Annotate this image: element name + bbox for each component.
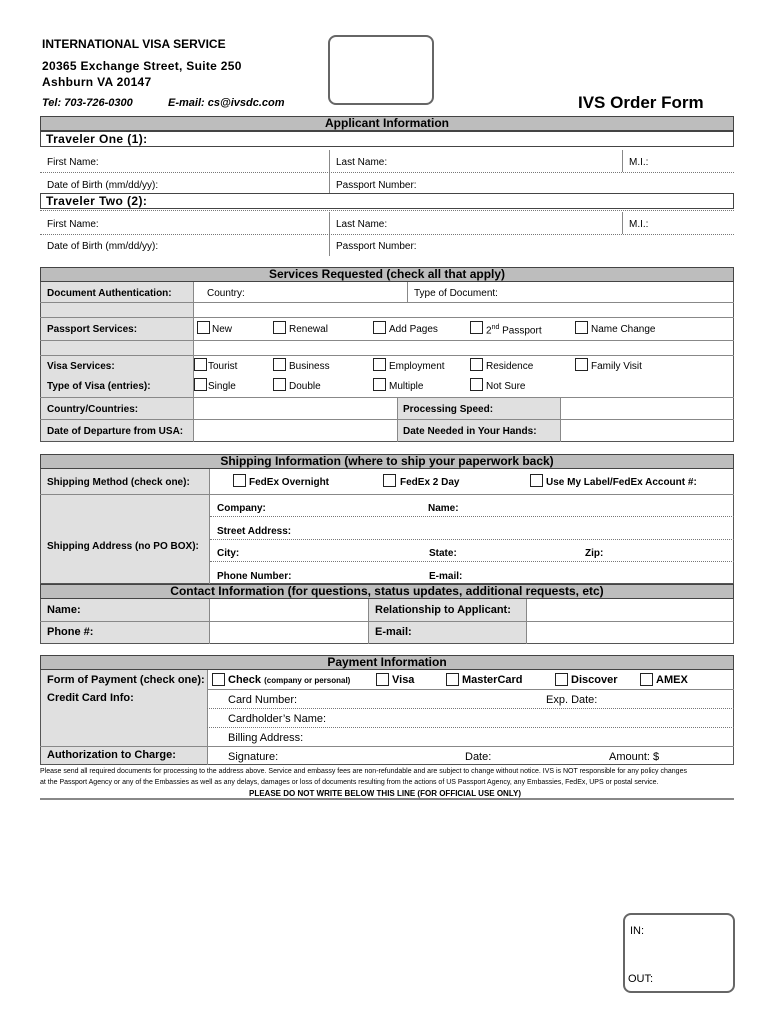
checkbox-fedex-2day[interactable]	[383, 474, 396, 487]
t2-first-name-label[interactable]: First Name:	[47, 219, 99, 230]
checkbox-entry-single[interactable]	[194, 378, 207, 391]
company-phone: Tel: 703-726-0300	[42, 97, 133, 109]
divider	[622, 150, 623, 172]
type-of-visa-label: Type of Visa (entries):	[47, 381, 151, 392]
divider	[40, 302, 734, 303]
divider	[40, 317, 734, 318]
option-visa-tourist: Tourist	[208, 361, 238, 372]
t1-mi-label[interactable]: M.I.:	[629, 157, 649, 168]
checkbox-pay-check[interactable]	[212, 673, 225, 686]
checkbox-entry-multiple[interactable]	[373, 378, 386, 391]
credit-card-info-label: Credit Card Info:	[47, 692, 134, 704]
checkbox-passport-renewal[interactable]	[273, 321, 286, 334]
option-pay-mastercard: MasterCard	[462, 674, 523, 686]
option-own-label: Use My Label/FedEx Account #:	[546, 477, 697, 488]
shipping-method-label: Shipping Method (check one):	[47, 477, 190, 488]
divider	[40, 340, 734, 341]
option-fedex-overnight: FedEx Overnight	[249, 477, 330, 488]
option-visa-employment: Employment	[389, 361, 445, 372]
option-passport-name-change: Name Change	[591, 324, 656, 335]
option-entry-not-sure: Not Sure	[486, 381, 526, 392]
shipping-section-title: Shipping Information (where to ship your paperwork back)	[40, 454, 734, 469]
divider	[207, 689, 734, 690]
t1-dob-label[interactable]: Date of Birth (mm/dd/yy):	[47, 180, 159, 191]
checkbox-passport-name-change[interactable]	[575, 321, 588, 334]
contact-name-label: Name:	[47, 604, 81, 616]
t2-dob-label[interactable]: Date of Birth (mm/dd/yy):	[47, 241, 159, 252]
official-use-notice: PLEASE DO NOT WRITE BELOW THIS LINE (FOR OFFICIAL USE ONLY)	[248, 789, 521, 798]
option-pay-amex: AMEX	[656, 674, 688, 686]
services-section-title: Services Requested (check all that apply)	[40, 267, 734, 282]
option-pay-discover: Discover	[571, 674, 618, 686]
shipping-address-label: Shipping Address (no PO BOX):	[47, 541, 199, 552]
company-address-line2: Ashburn VA 20147	[42, 75, 152, 89]
divider	[40, 234, 734, 235]
ship-email-label[interactable]: E-mail:	[429, 571, 463, 582]
ship-company-label[interactable]: Company:	[217, 503, 266, 514]
payment-date-label[interactable]: Date:	[465, 751, 492, 763]
t1-first-name-label[interactable]: First Name:	[47, 157, 99, 168]
option-entry-double: Double	[289, 381, 321, 392]
checkbox-pay-discover[interactable]	[555, 673, 568, 686]
checkbox-passport-add-pages[interactable]	[373, 321, 386, 334]
divider	[40, 210, 734, 211]
option-passport-renewal: Renewal	[289, 324, 328, 335]
traveler-two-title: Traveler Two (2):	[40, 193, 734, 209]
ship-phone-label[interactable]: Phone Number:	[217, 571, 292, 582]
option-pay-visa: Visa	[392, 674, 415, 686]
company-address-line1: 20365 Exchange Street, Suite 250	[42, 59, 242, 73]
passport-services-label: Passport Services:	[47, 324, 138, 335]
disclaimer-line1: Please send all required documents for processing to the address above. Service and embassy fees are non-refundable and are subject to change without notice. IVS is NOT responsible for any policy changes	[40, 768, 687, 775]
checkbox-visa-tourist[interactable]	[194, 358, 207, 371]
checkbox-own-label[interactable]	[530, 474, 543, 487]
checkbox-visa-business[interactable]	[273, 358, 286, 371]
doc-type-label[interactable]: Type of Document:	[414, 288, 498, 299]
departure-date-label: Date of Departure from USA:	[47, 426, 184, 437]
signature-label[interactable]: Signature:	[228, 751, 279, 763]
option-pay-check	[228, 674, 350, 686]
option-visa-residence: Residence	[486, 361, 534, 372]
ship-city-label[interactable]: City:	[217, 548, 240, 559]
option-entry-multiple: Multiple	[389, 381, 424, 392]
billing-address-label[interactable]: Billing Address:	[228, 732, 304, 744]
checkbox-pay-mastercard[interactable]	[446, 673, 459, 686]
applicant-section-title: Applicant Information	[40, 116, 734, 131]
checkbox-passport-new[interactable]	[197, 321, 210, 334]
checkbox-pay-amex[interactable]	[640, 673, 653, 686]
contact-email-label: E-mail:	[375, 626, 412, 638]
divider	[207, 727, 734, 728]
ship-zip-label[interactable]: Zip:	[585, 548, 604, 559]
divider	[40, 494, 734, 495]
divider	[207, 708, 734, 709]
office-out-label: OUT:	[628, 973, 654, 985]
ship-state-label[interactable]: State:	[429, 548, 457, 559]
divider	[40, 419, 734, 420]
ship-name-label[interactable]: Name:	[428, 503, 459, 514]
checkbox-visa-family[interactable]	[575, 358, 588, 371]
contact-section-title: Contact Information (for questions, status updates, additional requests, etc)	[40, 584, 734, 599]
checkbox-fedex-overnight[interactable]	[233, 474, 246, 487]
contact-relationship-label: Relationship to Applicant:	[375, 604, 511, 616]
option-passport-second: 2nd Passport	[486, 324, 542, 337]
check-note: (company or personal)	[264, 676, 351, 685]
authorization-label: Authorization to Charge:	[47, 749, 176, 761]
traveler-one-title: Traveler One (1):	[40, 131, 734, 147]
official-use-line	[40, 798, 734, 800]
divider	[210, 516, 734, 517]
divider	[207, 670, 208, 765]
divider	[407, 282, 408, 302]
divider	[40, 355, 734, 356]
divider	[40, 397, 734, 398]
t2-mi-label[interactable]: M.I.:	[629, 219, 649, 230]
divider	[622, 212, 623, 234]
checkbox-pay-visa[interactable]	[376, 673, 389, 686]
checkbox-entry-double[interactable]	[273, 378, 286, 391]
divider	[209, 469, 210, 584]
divider	[40, 621, 734, 622]
divider	[210, 539, 734, 540]
divider	[210, 561, 734, 562]
checkbox-visa-residence[interactable]	[470, 358, 483, 371]
visa-services-label: Visa Services:	[47, 361, 115, 372]
checkbox-passport-second[interactable]	[470, 321, 483, 334]
office-in-label: IN:	[630, 925, 645, 937]
date-needed-label: Date Needed in Your Hands:	[403, 426, 537, 437]
t1-passport-label[interactable]: Passport Number:	[336, 180, 417, 191]
photo-box	[328, 35, 434, 105]
amount-label[interactable]: Amount: $	[609, 751, 660, 763]
check-label: Check	[228, 674, 262, 686]
company-email: E-mail: cs@ivsdc.com	[168, 97, 285, 109]
t2-last-name-label[interactable]: Last Name:	[336, 219, 388, 230]
option-fedex-2day: FedEx 2 Day	[400, 477, 460, 488]
form-title: IVS Order Form	[578, 93, 704, 112]
exp-date-label[interactable]: Exp. Date:	[546, 694, 598, 706]
checkbox-entry-not-sure[interactable]	[470, 378, 483, 391]
option-visa-family: Family Visit	[591, 361, 642, 372]
t2-passport-label[interactable]: Passport Number:	[336, 241, 417, 252]
cardholder-name-label[interactable]: Cardholder’s Name:	[228, 713, 327, 725]
doc-auth-label: Document Authentication:	[47, 288, 172, 299]
option-entry-single: Single	[208, 381, 236, 392]
divider	[40, 172, 734, 173]
divider	[40, 746, 734, 747]
t1-last-name-label[interactable]: Last Name:	[336, 157, 388, 168]
checkbox-visa-employment[interactable]	[373, 358, 386, 371]
form-of-payment-label: Form of Payment (check one):	[47, 674, 205, 686]
option-passport-new: New	[212, 324, 233, 335]
card-number-label[interactable]: Card Number:	[228, 694, 298, 706]
option-passport-add-pages: Add Pages	[389, 324, 438, 335]
processing-speed-label: Processing Speed:	[403, 404, 494, 415]
contact-phone-label: Phone #:	[47, 626, 94, 638]
doc-auth-country-label[interactable]: Country:	[207, 288, 245, 299]
option-visa-business: Business	[289, 361, 330, 372]
countries-label: Country/Countries:	[47, 404, 139, 415]
disclaimer-line2: at the Passport Agency or any of the Embassies as well as any delays, damages or loss of documents resulting from the actions of US Passport Agency, any Embassies, FedEx, UPS or postal service.	[40, 779, 659, 786]
company-name: INTERNATIONAL VISA SERVICE	[42, 37, 226, 51]
ship-street-label[interactable]: Street Address:	[217, 526, 292, 537]
payment-section-title: Payment Information	[40, 655, 734, 670]
